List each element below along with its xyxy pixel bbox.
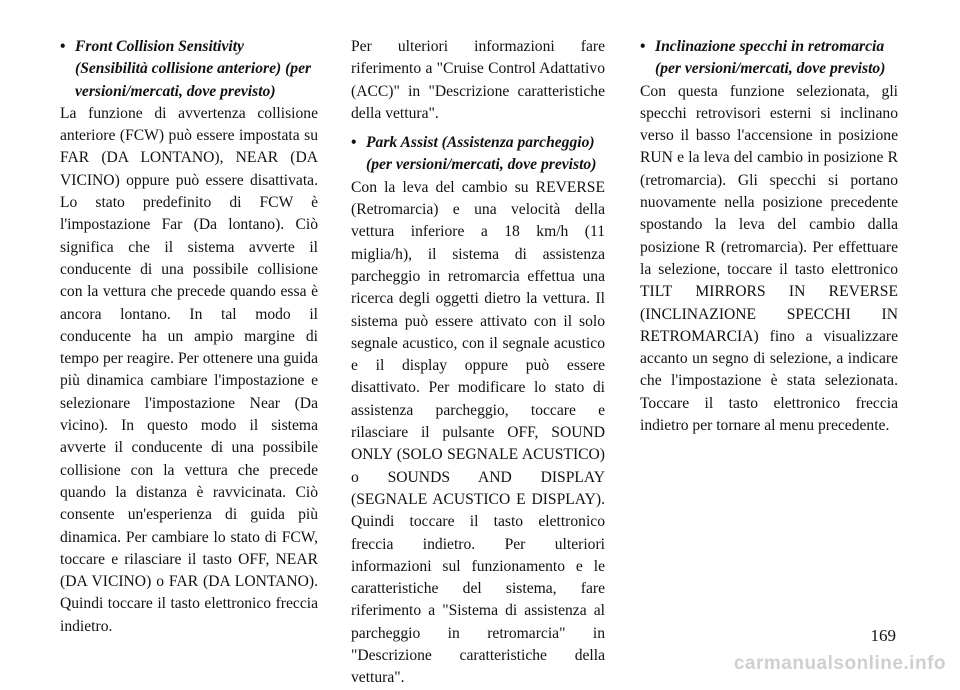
paragraph-tilt-mirrors: Con questa funzione selezionata, gli specchi retrovisori esterni si inclinano verso il basso l'accensione in posizione RUN e la leva del cambio in posizione R (retromarcia). Gli specchi si portano nuovamente nella posizione precedente spostando la leva del cambio dalla posizione R (retromarcia). Per effettuare la selezione, toccare il tasto elettronico TILT MIRRORS IN REVERSE (INCLINAZIONE SPECCHI IN RETROMARCIA) fino a visualizzare accanto un segno di selezione, a indicare che l'impostazione è stata selezionata. Toccare il tasto elettronico freccia indietro per tornare al menu precedente. [640,82,898,435]
heading-text: Front Collision Sensitivity (Sensibilità collisione anteriore) (per versioni/mercati, dove previsto) [75,38,312,100]
bullet-icon: • [60,38,66,55]
section-heading-tilt-mirrors [640,36,898,81]
paragraph-park-assist: Con la leva del cambio su REVERSE (Retromarcia) e una velocità della vettura inferiore a 18 km/h (11 miglia/h), il sistema di assistenza parcheggio in retromarcia effettua una ricerca degli oggetti dietro la vettura. Il sistema può essere attivato con il solo segnale acustico, con il segnale acustico e il display oppure può essere disattivato. Per modificare lo stato di assistenza parcheggio, toccare e rilasciare il pulsante OFF, SOUND ONLY (SOLO SEGNALE ACUSTICO) o SOUNDS AND DISPLAY (SEGNALE ACUSTICO E DISPLAY). Quindi toccare il tasto elettronico freccia indietro. Per ulteriori informazioni sul funzionamento e le caratteristiche del sistema, fare riferimento a "Sistema di assistenza al parcheggio in retromarcia" in "Descrizione caratteristiche della vettura". [351,178,605,687]
column-1 [60,36,318,638]
page-number: 169 [870,626,896,645]
bullet-icon: • [640,38,646,55]
column-3 [640,36,898,437]
heading-text: Inclinazione specchi in retromarcia (per versioni/mercati, dove previsto) [655,38,886,78]
bullet-icon: • [351,134,357,152]
paragraph-acc-reference: Per ulteriori informazioni fare riferimento a "Cruise Control Adattativo (ACC)" in "Descrizione caratteristiche della vettura". [351,38,605,122]
heading-text: Park Assist (Assistenza parcheggio) (per versioni/mercati, dove previsto) [366,134,597,174]
section-heading-park-assist [351,132,605,177]
column-2 [351,36,605,690]
paragraph-fcw: La funzione di avvertenza collisione anteriore (FCW) può essere impostata su FAR (DA LONTANO), NEAR (DA VICINO) oppure può essere disattivata. Lo stato predefinito di FCW è l'impostazione Far (Da lontano). Ciò significa che il sistema avverte il conducente di una possibile collisione con la vettura che precede quando essa è ancora lontano. In tal modo il conducente ha un ampio margine di tempo per reagire. Per ottenere una guida più dinamica cambiare l'impostazione e selezionare l'impostazione Near (Da vicino). In questo modo il sistema avverte il conducente di una possibile collisione con la vettura che precede quando la distanza è ravvicinata. Ciò consente un'esperienza di guida più dinamica. Per cambiare lo stato di FCW, toccare e rilasciare il tasto OFF, NEAR (DA VICINO) o FAR (DA LONTANO). Quindi toccare il tasto elettronico freccia indietro. [60,104,318,635]
watermark: carmanualsonline.info [733,653,946,674]
section-heading-front-collision [60,36,318,103]
